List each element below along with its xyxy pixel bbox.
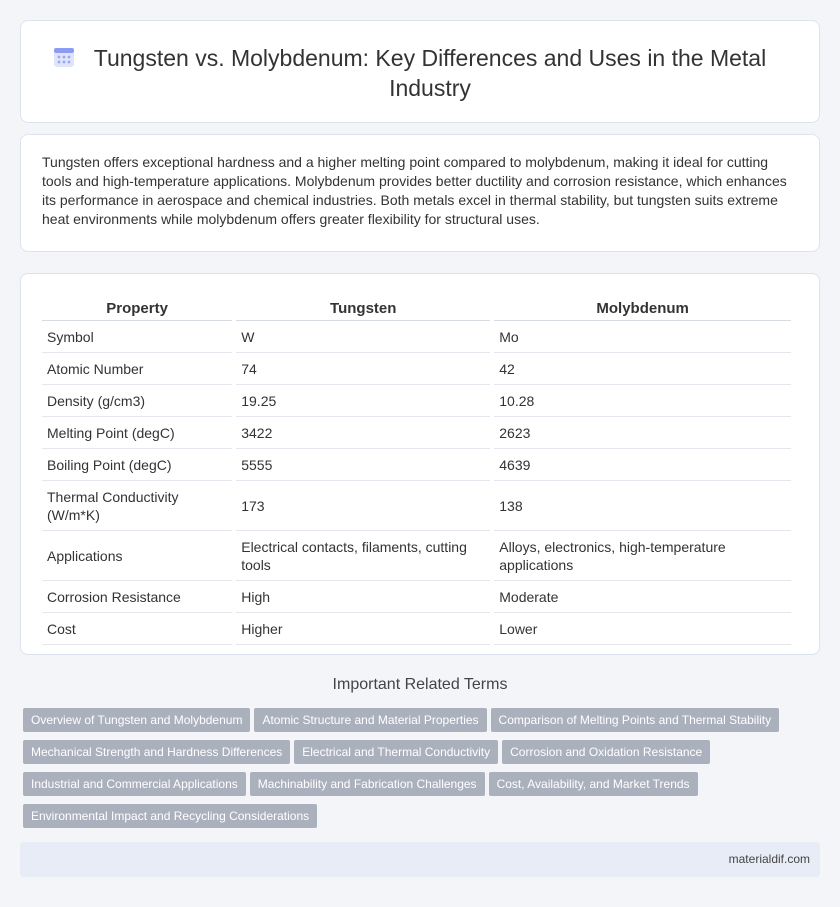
header-tungsten: Tungsten — [236, 298, 490, 321]
footer — [20, 842, 820, 877]
table-cell: Applications — [42, 533, 232, 581]
table-header-row — [42, 298, 791, 321]
table-cell: 138 — [494, 483, 791, 531]
page-title: Tungsten vs. Molybdenum: Key Differences and Uses in the Metal Industry — [93, 45, 767, 101]
header-molybdenum: Molybdenum — [494, 298, 791, 321]
table-cell: Melting Point (degC) — [42, 419, 232, 449]
summary-text: Tungsten offers exceptional hardness and a higher melting point compared to molybdenum, making it ideal for cutting tools and high-temperature applications. Molybdenum provides better ductility and corrosion resistance, which enhances its performance in aerospace and chemical industries. Both metals excel in thermal stability, but tungsten suits extreme heat environments while molybdenum offers greater flexibility for structural uses. — [42, 154, 787, 227]
related-term-tag[interactable]: Machinability and Fabrication Challenges — [250, 772, 485, 796]
table-row — [42, 483, 791, 531]
table-cell: 5555 — [236, 451, 490, 481]
table-cell: W — [236, 323, 490, 353]
table-row — [42, 419, 791, 449]
comparison-table — [38, 296, 795, 647]
table-row — [42, 387, 791, 417]
related-term-tag[interactable]: Comparison of Melting Points and Thermal Stability — [491, 708, 780, 732]
table-cell: Electrical contacts, filaments, cutting tools — [236, 533, 490, 581]
table-row — [42, 533, 791, 581]
related-term-tag[interactable]: Atomic Structure and Material Properties — [254, 708, 486, 732]
table-cell: Alloys, electronics, high-temperature applications — [494, 533, 791, 581]
table-cell: Thermal Conductivity (W/m*K) — [42, 483, 232, 531]
table-cell: Lower — [494, 615, 791, 645]
table-cell: Symbol — [42, 323, 232, 353]
related-term-tag[interactable]: Cost, Availability, and Market Trends — [489, 772, 698, 796]
table-cell: 173 — [236, 483, 490, 531]
table-cell: Mo — [494, 323, 791, 353]
table-cell: 42 — [494, 355, 791, 385]
related-terms-title: Important Related Terms — [332, 676, 508, 693]
related-term-tag[interactable]: Mechanical Strength and Hardness Differences — [23, 740, 290, 764]
header-card — [20, 20, 820, 123]
related-terms-list — [23, 708, 813, 836]
table-cell: Atomic Number — [42, 355, 232, 385]
summary-card — [20, 134, 820, 252]
table-cell: Moderate — [494, 583, 791, 613]
table-cell: 74 — [236, 355, 490, 385]
table-row — [42, 451, 791, 481]
table-cell: 10.28 — [494, 387, 791, 417]
related-term-tag[interactable]: Environmental Impact and Recycling Considerations — [23, 804, 317, 828]
table-cell: Boiling Point (degC) — [42, 451, 232, 481]
table-cell: High — [236, 583, 490, 613]
table-cell: 4639 — [494, 451, 791, 481]
table-cell: 3422 — [236, 419, 490, 449]
comparison-table-card — [20, 273, 820, 655]
table-cell: Cost — [42, 615, 232, 645]
table-row — [42, 323, 791, 353]
table-row — [42, 355, 791, 385]
related-term-tag[interactable]: Overview of Tungsten and Molybdenum — [23, 708, 250, 732]
header-property: Property — [42, 298, 232, 321]
related-term-tag[interactable]: Industrial and Commercial Applications — [23, 772, 246, 796]
table-row — [42, 583, 791, 613]
table-cell: Density (g/cm3) — [42, 387, 232, 417]
table-cell: Higher — [236, 615, 490, 645]
table-cell: 19.25 — [236, 387, 490, 417]
related-term-tag[interactable]: Corrosion and Oxidation Resistance — [502, 740, 710, 764]
related-term-tag[interactable]: Electrical and Thermal Conductivity — [294, 740, 498, 764]
table-cell: Corrosion Resistance — [42, 583, 232, 613]
footer-site-link[interactable]: materialdif.com — [728, 852, 810, 866]
table-cell: 2623 — [494, 419, 791, 449]
table-row — [42, 615, 791, 645]
